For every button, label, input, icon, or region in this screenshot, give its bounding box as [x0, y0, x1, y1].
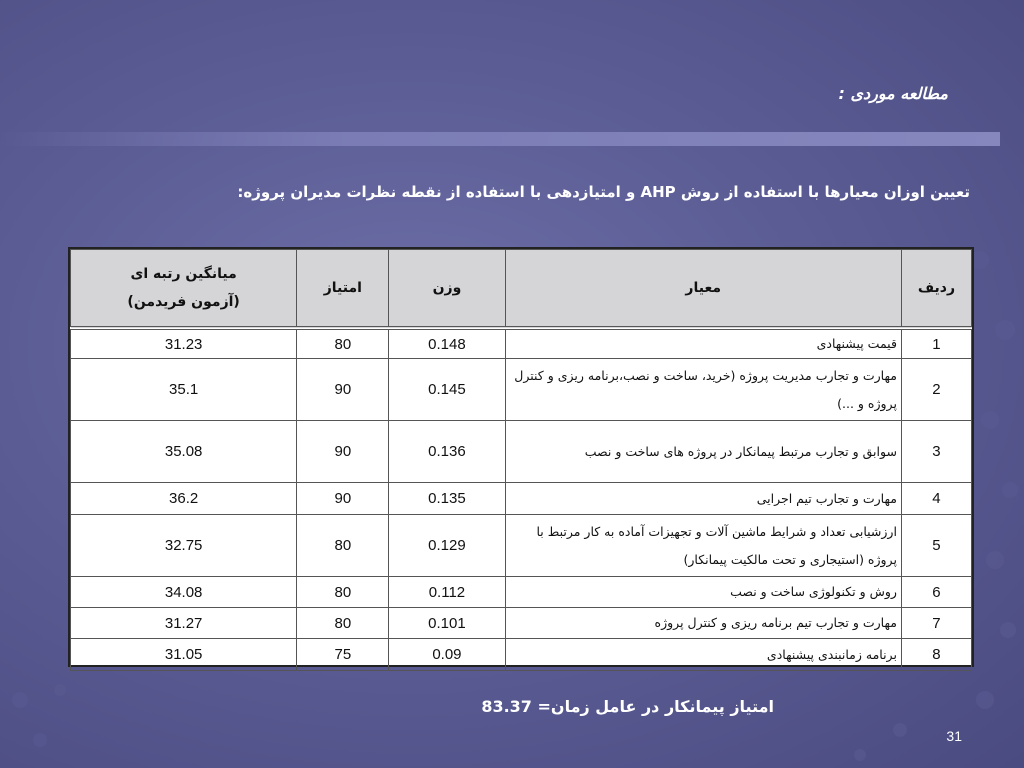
- criteria-table: [68, 247, 974, 667]
- average-cell: 34.08: [71, 577, 297, 608]
- score-cell: 90: [297, 359, 389, 421]
- criterion-cell: سوابق و تجارب مرتبط پیمانکار در پروژه های ساخت و نصب: [505, 421, 901, 483]
- header-weight: وزن: [389, 250, 505, 329]
- score-cell: 80: [297, 608, 389, 639]
- table-row: [71, 328, 972, 359]
- weight-cell: 0.145: [389, 359, 505, 421]
- slide-subtitle: تعیین اوزان معیارها با استفاده از روش AHP و امتیازدهی با استفاده از نقطه نظرات مدیران پروژه:: [237, 183, 970, 201]
- score-cell: 80: [297, 577, 389, 608]
- table-header-row: [71, 250, 972, 329]
- header-average-rank: [71, 250, 297, 329]
- row-number: 5: [901, 515, 971, 577]
- criterion-cell: مهارت و تجارب تیم برنامه ریزی و کنترل پروژه: [505, 608, 901, 639]
- row-number: 2: [901, 359, 971, 421]
- table-row: [71, 515, 972, 577]
- average-cell: 35.1: [71, 359, 297, 421]
- score-cell: 90: [297, 483, 389, 515]
- page-number: 31: [946, 728, 962, 744]
- weight-cell: 0.135: [389, 483, 505, 515]
- table-row: [71, 421, 972, 483]
- score-cell: 80: [297, 328, 389, 359]
- criterion-cell: برنامه زمانبندی پیشنهادی: [505, 639, 901, 671]
- table-row: [71, 577, 972, 608]
- weight-cell: 0.101: [389, 608, 505, 639]
- criterion-cell: ارزشیابی تعداد و شرایط ماشین آلات و تجهیزات آماده به کار مرتبط با پروژه (استیجاری و تحت مالکیت پیمانکار): [505, 515, 901, 577]
- header-average-rank-line2: (آزمون فریدمن): [127, 294, 240, 310]
- header-row-number: ردیف: [901, 250, 971, 329]
- average-cell: 31.23: [71, 328, 297, 359]
- row-number: 7: [901, 608, 971, 639]
- table-row: [71, 608, 972, 639]
- slide-title: مطالعه موردی :: [838, 84, 948, 103]
- header-average-rank-line1: میانگین رتبه ای: [130, 266, 237, 282]
- weight-cell: 0.129: [389, 515, 505, 577]
- average-cell: 32.75: [71, 515, 297, 577]
- table-row: [71, 483, 972, 515]
- criterion-cell: مهارت و تجارب مدیریت پروژه (خرید، ساخت و نصب،برنامه ریزی و کنترل پروژه و ...): [505, 359, 901, 421]
- average-cell: 36.2: [71, 483, 297, 515]
- score-cell: 75: [297, 639, 389, 671]
- row-number: 3: [901, 421, 971, 483]
- row-number: 6: [901, 577, 971, 608]
- decorative-band: [0, 132, 1000, 146]
- average-cell: 31.27: [71, 608, 297, 639]
- average-cell: 35.08: [71, 421, 297, 483]
- header-criterion: معیار: [505, 250, 901, 329]
- criterion-cell: قیمت پیشنهادی: [505, 328, 901, 359]
- row-number: 1: [901, 328, 971, 359]
- row-number: 8: [901, 639, 971, 671]
- weight-cell: 0.148: [389, 328, 505, 359]
- weight-cell: 0.112: [389, 577, 505, 608]
- score-cell: 80: [297, 515, 389, 577]
- row-number: 4: [901, 483, 971, 515]
- table-row: [71, 639, 972, 671]
- criterion-cell: روش و تکنولوژی ساخت و نصب: [505, 577, 901, 608]
- weight-cell: 0.136: [389, 421, 505, 483]
- table-row: [71, 359, 972, 421]
- score-cell: 90: [297, 421, 389, 483]
- average-cell: 31.05: [71, 639, 297, 671]
- criterion-cell: مهارت و تجارب تیم اجرایی: [505, 483, 901, 515]
- header-score: امتیاز: [297, 250, 389, 329]
- contractor-time-score: امتیاز پیمانکار در عامل زمان= 83.37: [481, 697, 774, 716]
- weight-cell: 0.09: [389, 639, 505, 671]
